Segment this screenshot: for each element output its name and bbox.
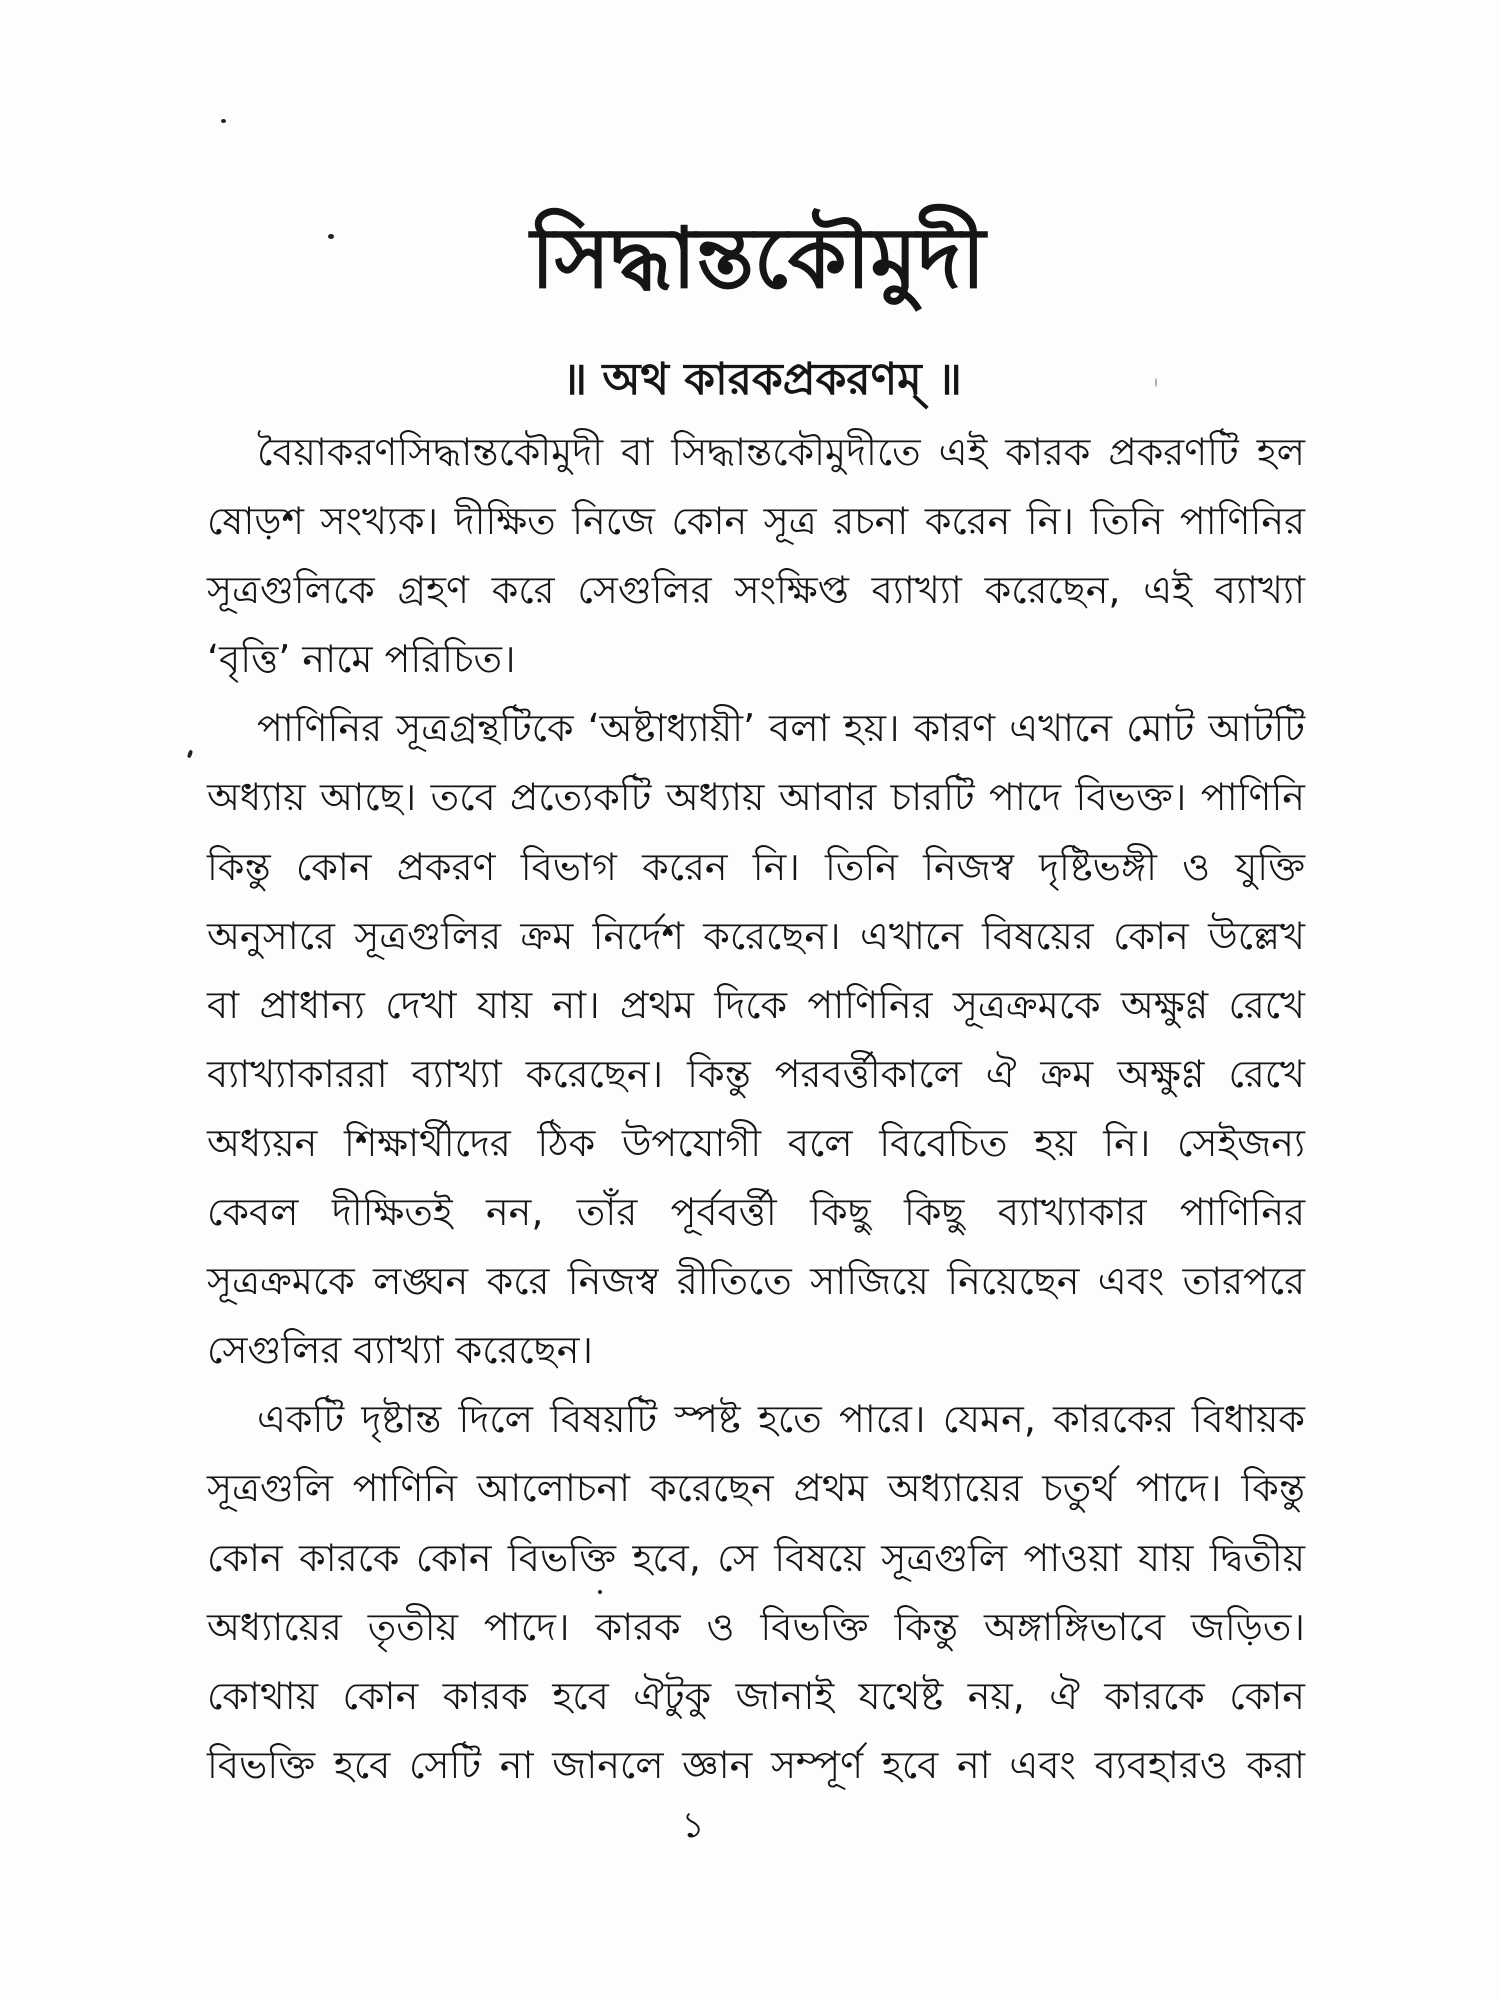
text-line-content: ষোড়শ সংখ্যক। দীক্ষিত নিজে কোন সূত্র রচনা করেন নি। তিনি পাণিনির xyxy=(207,499,1305,544)
text-line-content: কোন কারকে কোন বিভক্তি হবে, সে বিষয়ে সূত্রগুলি পাওয়া যায় দ্বিতীয় xyxy=(207,1535,1305,1580)
text-line xyxy=(207,1178,1305,1247)
paragraph-3 xyxy=(207,1385,1305,1800)
paragraph-2 xyxy=(207,694,1305,1385)
text-line xyxy=(207,625,1305,694)
text-line xyxy=(207,1247,1305,1316)
text-line-content: পাণিনির সূত্রগ্রন্থটিকে ‘অষ্টাধ্যায়ী’ বলা হয়। কারণ এখানে মোট আটটি xyxy=(257,706,1305,751)
text-line-content: সূত্রক্রমকে লঙ্ঘন করে নিজস্ব রীতিতে সাজিয়ে নিয়েছেন এবং তারপরে xyxy=(207,1259,1305,1304)
text-line-content: কেবল দীক্ষিতই নন, তাঁর পূর্ববর্ত্তী কিছু কিছু ব্যাখ্যাকার পাণিনির xyxy=(207,1190,1305,1235)
text-line xyxy=(207,902,1305,971)
text-line-content: অনুসারে সূত্রগুলির ক্রম নির্দেশ করেছেন। এখানে বিষয়ের কোন উল্লেখ xyxy=(207,913,1305,958)
text-line-content: অধ্যায়ের তৃতীয় পাদে। কারক ও বিভক্তি কিন্তু অঙ্গাঙ্গিভাবে জড়িত। xyxy=(207,1604,1305,1649)
section-heading: ॥ অথ কারকপ্রকরণম্ ॥ xyxy=(562,354,962,405)
text-line xyxy=(207,487,1305,556)
text-line-content: অধ্যায় আছে। তবে প্রত্যেকটি অধ্যায় আবার চারটি পাদে বিভক্ত। পাণিনি xyxy=(207,775,1305,820)
text-line-content: সূত্রগুলিকে গ্রহণ করে সেগুলির সংক্ষিপ্ত ব্যাখ্যা করেছেন, এই ব্যাখ্যা xyxy=(207,568,1305,613)
page-title: সিদ্ধান্তকৌমুদী xyxy=(530,208,986,307)
text-line xyxy=(207,1040,1305,1109)
scan-speck xyxy=(187,750,193,759)
text-line xyxy=(207,1593,1305,1662)
text-line xyxy=(207,1109,1305,1178)
page-number: ১ xyxy=(681,1805,705,1846)
text-line-content: বা প্রাধান্য দেখা যায় না। প্রথম দিকে পাণিনির সূত্রক্রমকে অক্ষুণ্ণ রেখে xyxy=(207,982,1305,1027)
text-line xyxy=(207,1524,1305,1593)
text-line xyxy=(207,971,1305,1040)
text-line-content: বিভক্তি হবে সেটি না জানলে জ্ঞান সম্পূর্ণ হবে না এবং ব্যবহারও করা xyxy=(207,1742,1305,1787)
text-line-content: বৈয়াকরণসিদ্ধান্তকৌমুদী বা সিদ্ধান্তকৌমুদীতে এই কারক প্রকরণটি হল xyxy=(257,430,1305,474)
text-line-content: সূত্রগুলি পাণিনি আলোচনা করেছেন প্রথম অধ্যায়ের চতুর্থ পাদে। কিন্তু xyxy=(207,1466,1305,1511)
text-line xyxy=(207,833,1305,902)
text-line xyxy=(207,1662,1305,1731)
text-line-content: অধ্যয়ন শিক্ষার্থীদের ঠিক উপযোগী বলে বিবেচিত হয় নি। সেইজন্য xyxy=(207,1120,1305,1165)
text-line xyxy=(207,763,1305,832)
text-line-content: সেগুলির ব্যাখ্যা করেছেন। xyxy=(207,1328,593,1373)
paragraph-1 xyxy=(207,418,1305,694)
text-line xyxy=(207,1316,1305,1385)
text-line xyxy=(207,1385,1305,1454)
text-line xyxy=(207,418,1305,487)
text-line xyxy=(207,556,1305,625)
text-line-content: ‘বৃত্তি’ নামে পরিচিত। xyxy=(207,637,516,682)
body-text xyxy=(207,418,1305,1800)
text-line-content: ব্যাখ্যাকাররা ব্যাখ্যা করেছেন। কিন্তু পরবর্ত্তীকালে ঐ ক্রম অক্ষুণ্ণ রেখে xyxy=(207,1051,1305,1096)
text-line xyxy=(207,1731,1305,1800)
text-line-content: কিন্তু কোন প্রকরণ বিভাগ করেন নি। তিনি নিজস্ব দৃষ্টিভঙ্গী ও যুক্তি xyxy=(207,844,1305,889)
text-line-content: কোথায় কোন কারক হবে ঐটুকু জানাই যথেষ্ট নয়, ঐ কারকে কোন xyxy=(207,1673,1305,1718)
text-line xyxy=(207,694,1305,763)
text-line-content: একটি দৃষ্টান্ত দিলে বিষয়টি স্পষ্ট হতে পারে। যেমন, কারকের বিধায়ক xyxy=(257,1397,1305,1442)
text-line xyxy=(207,1454,1305,1523)
scan-speck xyxy=(221,119,226,123)
